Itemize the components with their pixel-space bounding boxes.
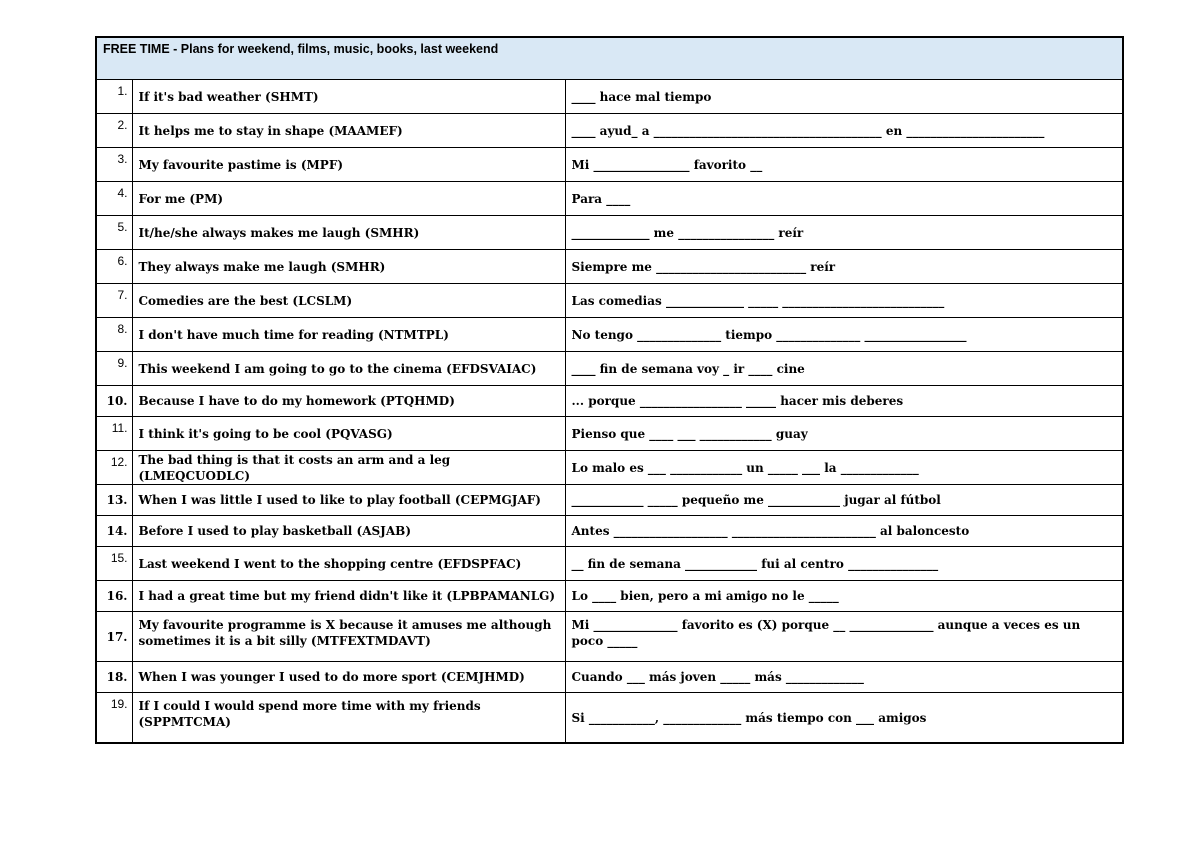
row-number: 10.	[96, 386, 132, 417]
spanish-gap-fill: Si ___________, _____________ más tiempo con ___ amigos	[565, 693, 1123, 744]
english-phrase: This weekend I am going to go to the cinema (EFDSVAIAC)	[132, 352, 565, 386]
table-row	[96, 114, 1123, 148]
english-phrase: When I was little I used to like to play football (CEPMGJAF)	[132, 485, 565, 516]
spanish-gap-fill: Antes ___________________ ________________________ al baloncesto	[565, 516, 1123, 547]
english-phrase: If I could I would spend more time with my friends (SPPMTCMA)	[132, 693, 565, 744]
table-row	[96, 581, 1123, 612]
table-row	[96, 662, 1123, 693]
table-row	[96, 148, 1123, 182]
title-topic: FREE TIME -	[103, 42, 181, 56]
table-row	[96, 182, 1123, 216]
row-number: 12.	[96, 451, 132, 485]
spanish-gap-fill: Pienso que ____ ___ ____________ guay	[565, 417, 1123, 451]
spanish-gap-fill: Lo ____ bien, pero a mi amigo no le _____	[565, 581, 1123, 612]
spanish-gap-fill: ____ hace mal tiempo	[565, 80, 1123, 114]
spanish-gap-fill: Mi ________________ favorito __	[565, 148, 1123, 182]
row-number: 18.	[96, 662, 132, 693]
row-number: 1.	[96, 80, 132, 114]
table-row	[96, 284, 1123, 318]
title-subtopics: Plans for weekend, films, music, books, last weekend	[180, 42, 499, 56]
english-phrase: Comedies are the best (LCSLM)	[132, 284, 565, 318]
spanish-gap-fill: Para ____	[565, 182, 1123, 216]
spanish-gap-fill: ____ ayud_ a ______________________________________ en _______________________	[565, 114, 1123, 148]
row-number: 4.	[96, 182, 132, 216]
table-header-row	[96, 37, 1123, 80]
spanish-gap-fill: ____ fin de semana voy _ ir ____ cine	[565, 352, 1123, 386]
english-phrase: The bad thing is that it costs an arm and a leg (LMEQCUODLC)	[132, 451, 565, 485]
row-number: 6.	[96, 250, 132, 284]
row-number: 13.	[96, 485, 132, 516]
english-phrase: My favourite programme is X because it amuses me although sometimes it is a bit silly (MTFEXTMDAVT)	[132, 612, 565, 662]
english-phrase: I don't have much time for reading (NTMTPL)	[132, 318, 565, 352]
english-phrase: If it's bad weather (SHMT)	[132, 80, 565, 114]
spanish-gap-fill: Siempre me _________________________ reír	[565, 250, 1123, 284]
spanish-gap-fill: ... porque _________________ _____ hacer mis deberes	[565, 386, 1123, 417]
spanish-gap-fill: Cuando ___ más joven _____ más _____________	[565, 662, 1123, 693]
spanish-gap-fill: _____________ me ________________ reír	[565, 216, 1123, 250]
row-number: 17.	[96, 612, 132, 662]
row-number: 11.	[96, 417, 132, 451]
english-phrase: When I was younger I used to do more sport (CEMJHMD)	[132, 662, 565, 693]
row-number: 14.	[96, 516, 132, 547]
table-row	[96, 250, 1123, 284]
table-row	[96, 693, 1123, 744]
table-row	[96, 386, 1123, 417]
english-phrase: They always make me laugh (SMHR)	[132, 250, 565, 284]
english-phrase: It helps me to stay in shape (MAAMEF)	[132, 114, 565, 148]
row-number: 2.	[96, 114, 132, 148]
row-number: 8.	[96, 318, 132, 352]
table-title	[96, 37, 1123, 80]
table-row	[96, 547, 1123, 581]
english-phrase: I had a great time but my friend didn't like it (LPBPAMANLG)	[132, 581, 565, 612]
table-row	[96, 80, 1123, 114]
english-phrase: It/he/she always makes me laugh (SMHR)	[132, 216, 565, 250]
table-row	[96, 485, 1123, 516]
table-row	[96, 318, 1123, 352]
row-number: 9.	[96, 352, 132, 386]
row-number: 15.	[96, 547, 132, 581]
spanish-gap-fill: No tengo ______________ tiempo ______________ _________________	[565, 318, 1123, 352]
table-row	[96, 612, 1123, 662]
spanish-gap-fill: Lo malo es ___ ____________ un _____ ___ la _____________	[565, 451, 1123, 485]
english-phrase: Last weekend I went to the shopping centre (EFDSPFAC)	[132, 547, 565, 581]
english-phrase: Before I used to play basketball (ASJAB)	[132, 516, 565, 547]
table-row	[96, 216, 1123, 250]
vocabulary-table	[95, 36, 1124, 744]
spanish-gap-fill: Mi ______________ favorito es (X) porque __ ______________ aunque a veces es un poco _____	[565, 612, 1123, 662]
spanish-gap-fill: ____________ _____ pequeño me ____________ jugar al fútbol	[565, 485, 1123, 516]
english-phrase: Because I have to do my homework (PTQHMD)	[132, 386, 565, 417]
english-phrase: For me (PM)	[132, 182, 565, 216]
english-phrase: My favourite pastime is (MPF)	[132, 148, 565, 182]
row-number: 3.	[96, 148, 132, 182]
spanish-gap-fill: __ fin de semana ____________ fui al centro _______________	[565, 547, 1123, 581]
table-row	[96, 417, 1123, 451]
english-phrase: I think it's going to be cool (PQVASG)	[132, 417, 565, 451]
table-row	[96, 352, 1123, 386]
row-number: 16.	[96, 581, 132, 612]
table-row	[96, 451, 1123, 485]
row-number: 7.	[96, 284, 132, 318]
row-number: 5.	[96, 216, 132, 250]
table-row	[96, 516, 1123, 547]
spanish-gap-fill: Las comedias _____________ _____ ___________________________	[565, 284, 1123, 318]
row-number: 19.	[96, 693, 132, 744]
